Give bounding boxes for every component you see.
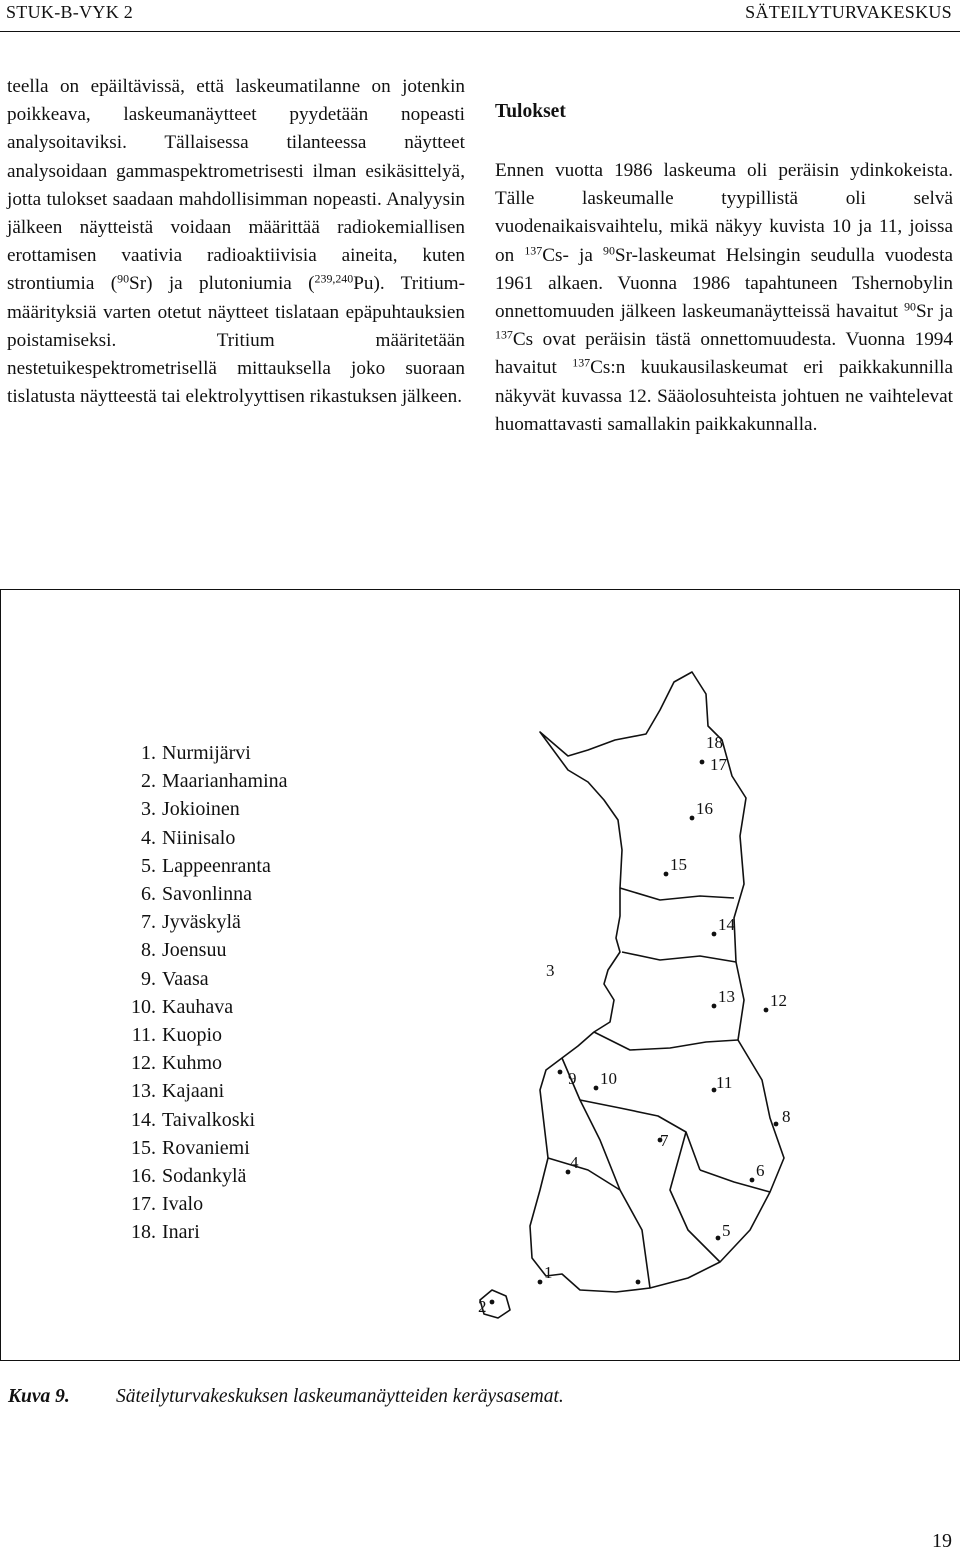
map-station-label: 11 [716, 1073, 733, 1092]
map-station-label: 7 [660, 1131, 669, 1150]
left-text-part-1: teella on epäiltävissä, että laskeumatilanne on jotenkin poikkeava, laskeumanäytteet pyydetään nopeasti analysoitaviksi. Tällaisessa tilanteessa näytteet analysoidaan gammaspektrometrisesti ilman esikäsittelyä, jotta tulokset saadaan mahdollisimman nopeasti. Analyysin jälkeen näytteistä voidaan määrittää radiokemiallisen erottamisen vaativia radioaktiivisia aineita, kuten strontiumia ( [7, 76, 465, 295]
right-paragraph [495, 157, 953, 439]
station-marker-14 [712, 932, 717, 937]
legend-item-name: Joensuu [162, 939, 227, 962]
station-marker-10 [594, 1086, 599, 1091]
legend-item-name: Niinisalo [162, 826, 236, 849]
sr-isotope-superscript: 90 [904, 299, 916, 314]
station-marker-16 [690, 816, 695, 821]
cs-isotope-superscript: 137 [572, 355, 591, 370]
legend-item-name: Kauhava [162, 995, 234, 1018]
legend-item-number: 1. [141, 742, 156, 764]
running-header-left: STUK-B-VYK 2 [6, 2, 134, 22]
map-station-label: 9 [568, 1069, 577, 1088]
right-text-part-5: Cs ovat peräisin tästä onnettomuudesta. Vuonna 1994 havaitut [495, 329, 953, 379]
legend-item-number: 9. [141, 967, 156, 990]
map-station-label: 16 [696, 799, 713, 818]
legend-item-number: 17. [131, 1193, 156, 1216]
legend-item-number: 10. [131, 995, 156, 1018]
map-station-label: 5 [722, 1221, 731, 1240]
legend-item-name: Taivalkoski [162, 1108, 256, 1131]
map-station-label: 17 [710, 755, 727, 774]
map-station-label: 3 [546, 961, 555, 980]
left-text-part-2: Sr) ja plutoniumia ( [129, 273, 315, 295]
map-station-label: 15 [670, 855, 687, 874]
region-border-south [548, 1158, 650, 1288]
right-text-part-4: Sr ja [915, 301, 953, 323]
region-border-middle [594, 1032, 738, 1050]
legend-item [106, 1077, 288, 1105]
right-text-part-2: Cs- ja [542, 244, 604, 266]
legend-item-name: Jokioinen [162, 798, 240, 821]
legend-item-number: 8. [141, 939, 156, 962]
cs-isotope-superscript: 137 [495, 327, 513, 342]
legend-item [106, 936, 288, 964]
legend-item-number: 18. [131, 1221, 156, 1244]
legend-item-number: 11. [131, 1024, 156, 1047]
pu-isotope-superscript: 239,240 [314, 271, 354, 286]
legend-item-number: 6. [141, 883, 156, 906]
map-station-label: 6 [756, 1161, 765, 1180]
station-marker-13 [712, 1004, 717, 1009]
legend-item [106, 824, 288, 852]
legend-item-name: Vaasa [162, 967, 209, 990]
legend-item-name: Jyväskylä [162, 911, 241, 934]
legend-item [106, 993, 288, 1021]
section-heading: Tulokset [495, 101, 566, 122]
legend-item [106, 1190, 288, 1218]
legend-item [106, 1049, 288, 1077]
map-outline [480, 672, 784, 1318]
legend-item-number: 14. [131, 1108, 156, 1131]
map-station-label: 8 [782, 1107, 791, 1126]
legend-item-number: 5. [141, 854, 156, 877]
caption-text: Säteilyturvakeskuksen laskeumanäytteiden keräysasemat. [116, 1386, 564, 1407]
map-station-label: 4 [570, 1153, 579, 1172]
page-number: 19 [932, 1530, 952, 1552]
legend-item [106, 1106, 288, 1134]
legend-item-name: Sodankylä [162, 1165, 247, 1188]
station-marker-1 [538, 1280, 543, 1285]
figure-caption [8, 1386, 564, 1408]
legend-item-name: Maarianhamina [162, 770, 288, 793]
left-text-column [7, 73, 465, 411]
legend-item-name: Ivalo [162, 1193, 204, 1216]
legend-item-number: 4. [141, 826, 156, 849]
legend-item-number: 12. [131, 1052, 156, 1075]
legend-item [106, 739, 288, 767]
station-marker-12 [764, 1008, 769, 1013]
legend-item [106, 767, 288, 795]
legend-item [106, 795, 288, 823]
figure-frame-left [0, 589, 1, 1360]
right-text-part-6: Cs:n kuukausilaskeumat eri paikkakunnilla näkyvät kuvassa 12. Sääolosuhteista johtuen ne vaihtelevat huomattavasti samallakin paikkakunnalla. [495, 357, 953, 435]
legend-item [106, 880, 288, 908]
legend-item-number: 7. [141, 911, 156, 934]
left-text-part-3: Pu). Tritium-määrityksiä varten otetut näytteet tislataan epäpuhtauksien poistamiseksi. Tritium määritetään nestetuikespektrometrisellä mittauksella joko suoraan tislatusta näytteestä tai elektrolyyttisen rikastuksen jälkeen. [7, 273, 465, 408]
figure-frame-bottom [0, 1360, 960, 1361]
legend-item [106, 1162, 288, 1190]
region-border-north [620, 888, 734, 900]
finland-station-map [470, 670, 810, 1340]
map-station-label: 12 [770, 991, 787, 1010]
legend-item-name: Rovaniemi [162, 1136, 250, 1159]
legend-item-number: 15. [131, 1136, 156, 1159]
station-marker-17 [700, 760, 705, 765]
legend-item [106, 965, 288, 993]
legend-item [106, 1021, 288, 1049]
station-marker-9 [558, 1070, 563, 1075]
legend-item-name: Nurmijärvi [162, 742, 251, 764]
station-legend [106, 739, 288, 1247]
map-station-label: 1 [544, 1263, 553, 1282]
legend-item [106, 1134, 288, 1162]
legend-item-number: 16. [131, 1165, 156, 1188]
sr-isotope-superscript: 90 [117, 271, 130, 286]
legend-item-number: 2. [141, 770, 156, 793]
legend-item-name: Kajaani [162, 1080, 225, 1103]
station-marker-8 [774, 1122, 779, 1127]
legend-item-name: Savonlinna [162, 883, 252, 906]
legend-item-name: Lappeenranta [162, 854, 271, 877]
station-marker-3 [636, 1280, 641, 1285]
legend-item [106, 852, 288, 880]
legend-item-number: 13. [131, 1080, 156, 1103]
map-station-label: 10 [600, 1069, 617, 1088]
sr-isotope-superscript: 90 [603, 243, 615, 258]
figure-frame-top [0, 589, 960, 590]
header-divider [0, 31, 960, 32]
station-marker-6 [750, 1178, 755, 1183]
left-paragraph [7, 73, 465, 411]
region-border-oulu [622, 952, 736, 962]
legend-item-name: Inari [162, 1221, 200, 1244]
right-text-part-1: Ennen vuotta 1986 laskeuma oli peräisin ydinkokeista. Tälle laskeumalle tyypillistä oli selvä vuodenaikaisvaihtelu, mikä näkyy kuvista 10 ja 11, joissa on [495, 160, 953, 266]
caption-label: Kuva 9. [8, 1386, 70, 1407]
station-marker-5 [716, 1236, 721, 1241]
legend-item [106, 1218, 288, 1246]
map-station-label: 2 [478, 1297, 487, 1316]
map-markers [490, 760, 779, 1305]
running-header-right: SÄTEILYTURVAKESKUS [745, 2, 952, 22]
finland-border [530, 672, 784, 1292]
legend-item-number: 3. [141, 798, 156, 821]
legend-item [106, 908, 288, 936]
right-text-column [495, 157, 953, 439]
cs-isotope-superscript: 137 [524, 243, 543, 258]
legend-item-name: Kuopio [162, 1024, 222, 1047]
map-label-group [478, 733, 791, 1316]
map-station-label: 13 [718, 987, 735, 1006]
right-text-part-3: Sr-laskeumat Helsingin seudulla vuodesta 1961 alkaen. Vuonna 1986 tapahtuneen Tshernobylin onnettomuuden jälkeen laskeumanäytteissä havaitut [495, 244, 953, 323]
region-border-lake [670, 1132, 720, 1262]
map-station-label: 18 [706, 733, 723, 752]
legend-item-name: Kuhmo [162, 1052, 222, 1075]
station-marker-15 [664, 872, 669, 877]
station-marker-2 [490, 1300, 495, 1305]
map-station-label: 14 [718, 915, 735, 934]
